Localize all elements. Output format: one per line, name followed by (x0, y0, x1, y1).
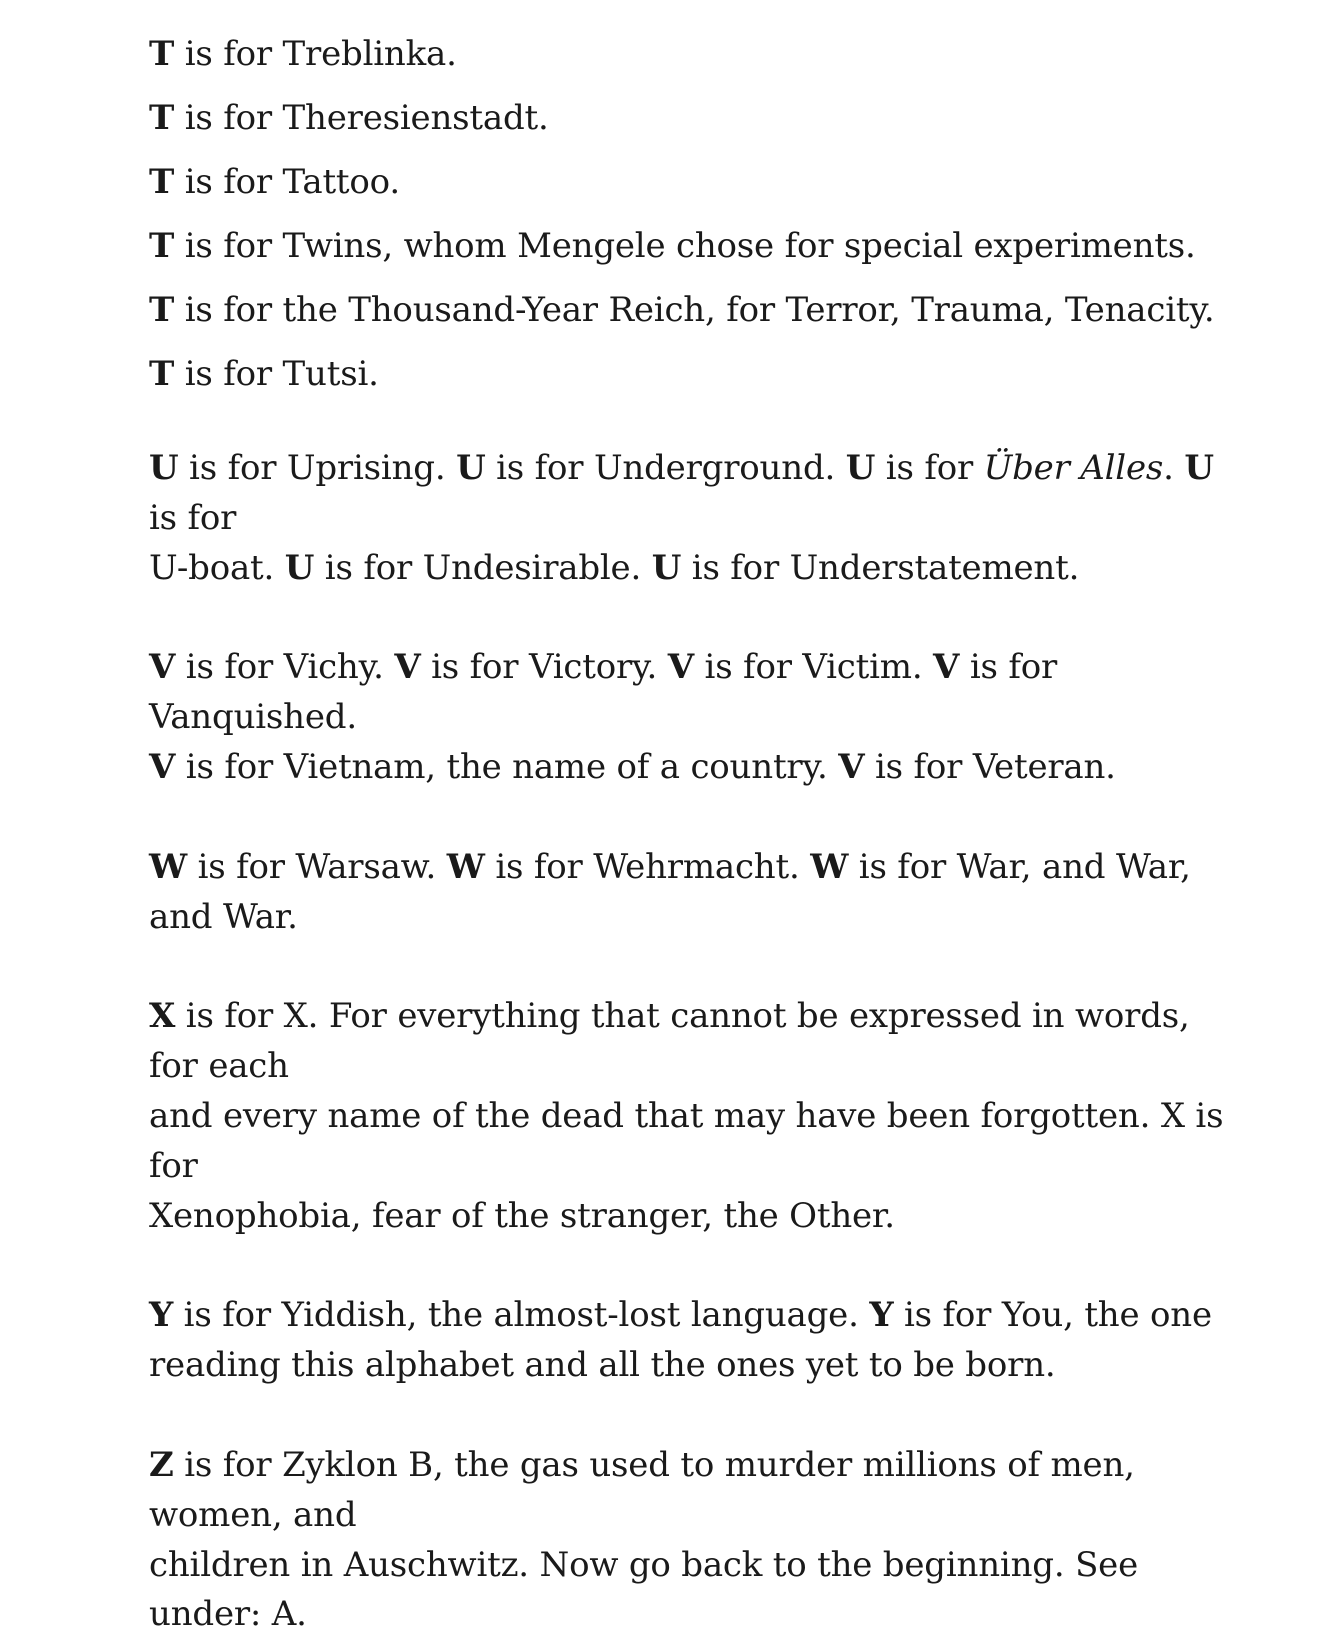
entry-letter: V (838, 746, 865, 787)
entry-text: is for Vichy. (175, 647, 395, 688)
entry-text: is for Vietnam, the name of a country. (175, 746, 839, 787)
entry-text: is for U-boat. (149, 497, 275, 588)
entry-letter: U (651, 547, 682, 588)
entry-letter: V (933, 647, 960, 688)
y-paragraph (149, 1291, 1229, 1391)
entry-text: is for Vanquished. (149, 647, 1058, 738)
entry-letter: U (284, 547, 315, 588)
entry-text: is for Wehrmacht. (484, 846, 811, 887)
entry-letter: V (667, 647, 694, 688)
entry-letter: W (810, 846, 849, 887)
entry-text: is for Undesirable. (314, 547, 652, 588)
w-paragraph (149, 843, 1229, 943)
entry-text: is for Zyklon B, the gas used to murder millions of men, women, and children in Auschwitz. Now go back to the beginning. See under: A. (149, 1444, 1139, 1635)
x-paragraph (149, 992, 1229, 1241)
t-entries (149, 22, 1229, 406)
t-entry (149, 150, 1229, 214)
entry-letter: W (446, 846, 485, 887)
entry-letter: T (149, 162, 175, 202)
entry-text: is for Treblinka. (174, 34, 457, 74)
entry-text: is for Tutsi. (174, 354, 379, 394)
entry-letter: T (149, 226, 175, 266)
t-entry (149, 214, 1229, 278)
entry-italic-text: Über Alles (983, 448, 1164, 488)
entry-text: is for War, and War, and War. (149, 846, 1191, 937)
entry-text: is for Yiddish, the almost-lost language. (173, 1295, 870, 1336)
entry-letter: Z (149, 1444, 174, 1485)
entry-text: . (1163, 448, 1185, 488)
entry-letter: X (149, 996, 176, 1037)
entry-letter: Y (149, 1295, 174, 1336)
z-paragraph (149, 1441, 1229, 1640)
entry-letter: T (149, 98, 175, 138)
t-entry (149, 22, 1229, 86)
u-paragraph (149, 444, 1229, 593)
entry-text: is for Theresienstadt. (174, 98, 549, 138)
t-entry (149, 86, 1229, 150)
entry-letter: W (149, 846, 187, 887)
entry-text: is for Warsaw. (186, 846, 447, 887)
entry-letter: V (149, 746, 176, 787)
entry-letter: Y (869, 1295, 894, 1336)
entry-letter: U (845, 448, 876, 488)
entry-text: is for Understatement. (681, 547, 1080, 588)
t-entry (149, 278, 1229, 342)
entry-text: is for Twins, whom Mengele chose for special experiments. (174, 226, 1196, 266)
entry-text: is for Veteran. (864, 746, 1116, 787)
entry-text: is for Tattoo. (174, 162, 400, 202)
entry-letter: T (149, 290, 175, 330)
entry-text: is for Victory. (420, 647, 668, 688)
entry-text: is for Victim. (693, 647, 934, 688)
entry-text: is for the Thousand-Year Reich, for Terror, Trauma, Tenacity. (174, 290, 1215, 330)
entry-letter: T (149, 34, 175, 74)
entry-letter: U (1184, 448, 1214, 488)
entry-text: is for (875, 448, 984, 488)
entry-letter: V (149, 647, 176, 688)
v-paragraph (149, 643, 1229, 792)
entry-letter: V (394, 647, 421, 688)
entry-letter: T (149, 354, 175, 394)
alphabet-page (149, 22, 1229, 1640)
entry-letter: U (149, 448, 179, 488)
entry-text: is for Underground. (485, 448, 846, 488)
entry-letter: U (456, 448, 486, 488)
entry-text: is for X. For everything that cannot be expressed in words, for each and every name of the dead that may have been forgotten. X is for Xenophobia, fear of the stranger, the Other. (149, 996, 1224, 1236)
entry-text: is for Uprising. (178, 448, 457, 488)
t-entry (149, 342, 1229, 406)
entry-text: is for You, the one reading this alphabet and all the ones yet to be born. (149, 1295, 1212, 1386)
